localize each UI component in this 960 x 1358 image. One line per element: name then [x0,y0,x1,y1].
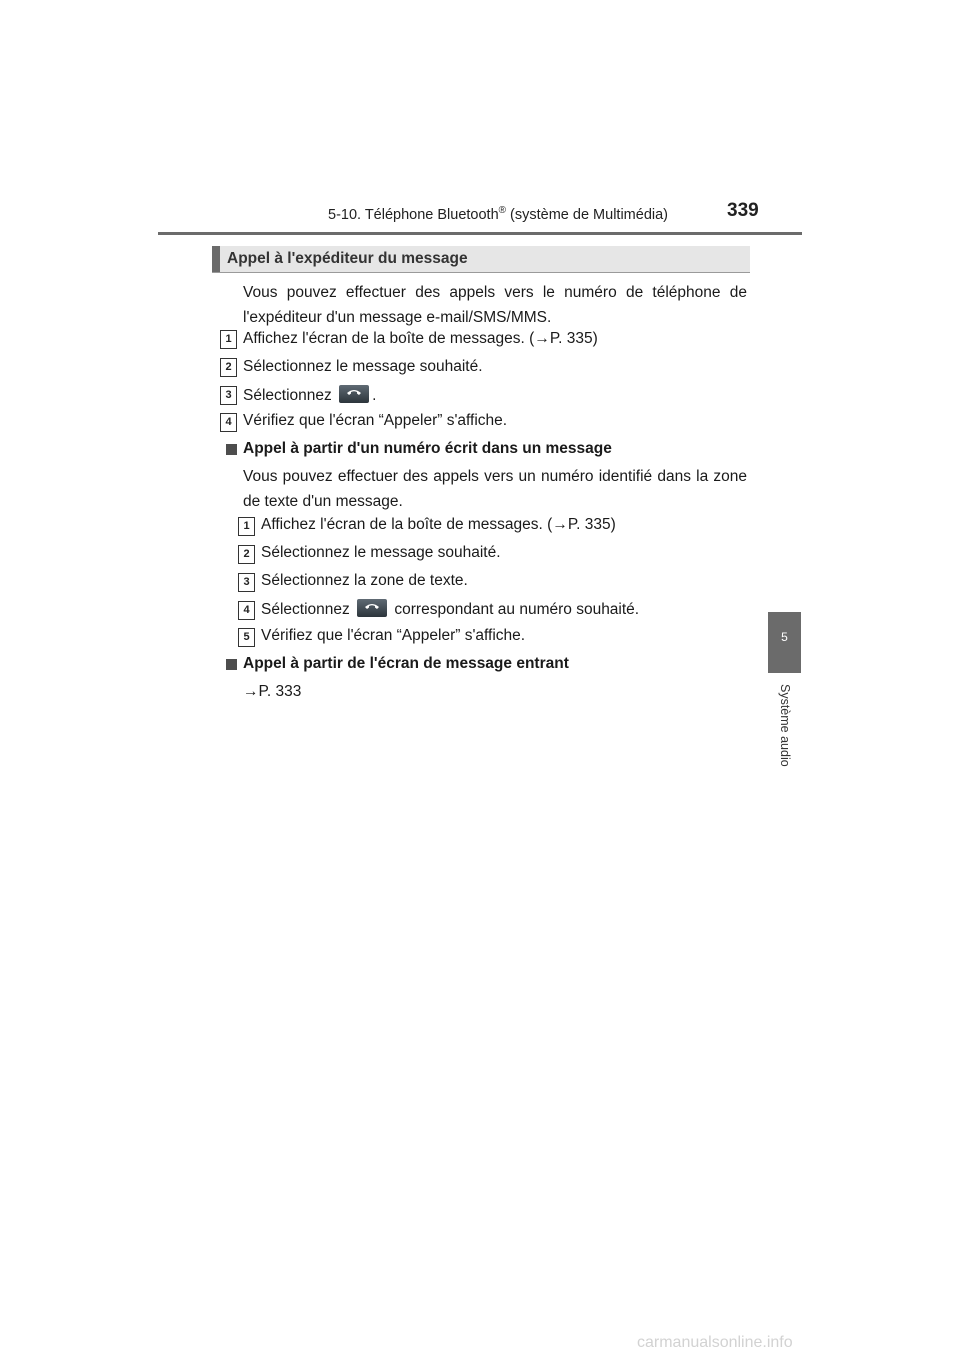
subsection-bullet [226,444,237,455]
subsection-heading: Appel à partir d'un numéro écrit dans un message [243,440,612,457]
subsection-bullet [226,659,237,670]
step-label: Sélectionnez [243,387,332,404]
phone-icon [339,385,369,403]
step-number: 2 [238,545,255,564]
running-header [328,205,668,223]
chapter-label: Système audio [778,684,792,767]
step-label: Affichez l'écran de la boîte de messages. ( [243,330,535,347]
step-label-end: correspondant au numéro souhaité. [394,601,640,618]
arrow-icon: → [552,516,568,533]
step-number: 3 [238,573,255,592]
watermark: carmanualsonline.info [637,1334,793,1351]
step-text: Sélectionnez la zone de texte. [261,572,468,589]
subsection-intro: Vous pouvez effectuer des appels vers un numéro identifié dans la zone de texte d'un message. [243,468,747,510]
registered-mark: ® [498,205,507,216]
page-ref: P. 333 [258,683,302,700]
phone-icon [357,599,387,617]
chapter-tab [768,612,801,673]
step-number: 3 [220,386,237,405]
header-title: 5-10. Téléphone Bluetooth [328,206,499,223]
step-text [243,385,376,405]
page-ref: P. 335) [567,516,616,533]
step-text: Sélectionnez le message souhaité. [261,544,501,561]
step-number: 1 [238,517,255,536]
header-title-suffix: (système de Multimédia) [506,206,668,223]
header-rule [158,232,802,235]
section-heading-bar [212,246,750,273]
subsection-heading: Appel à partir de l'écran de message entrant [243,655,569,672]
step-label: Sélectionnez [261,601,350,618]
step-number: 5 [238,628,255,647]
step-number: 4 [220,413,237,432]
step-text: Vérifiez que l'écran “Appeler” s'affiche. [261,627,526,644]
section-intro: Vous pouvez effectuer des appels vers le numéro de téléphone de l'expéditeur d'un message e-mail/SMS/MMS. [243,284,747,326]
arrow-icon: → [243,683,259,700]
page-number: 339 [727,200,759,221]
step-label: Affichez l'écran de la boîte de messages. ( [261,516,553,533]
step-text [261,516,616,534]
step-number: 2 [220,358,237,377]
step-number: 1 [220,330,237,349]
section-heading: Appel à l'expéditeur du message [227,250,468,267]
page-ref: P. 335) [549,330,598,347]
page-reference [243,683,301,701]
step-text: Vérifiez que l'écran “Appeler” s'affiche. [243,412,508,429]
step-label-end: . [372,387,377,404]
step-text: Sélectionnez le message souhaité. [243,358,483,375]
arrow-icon: → [534,330,550,347]
step-text [261,599,639,619]
chapter-number: 5 [781,630,788,644]
heading-accent [212,246,220,272]
step-number: 4 [238,601,255,620]
step-text [243,330,598,348]
